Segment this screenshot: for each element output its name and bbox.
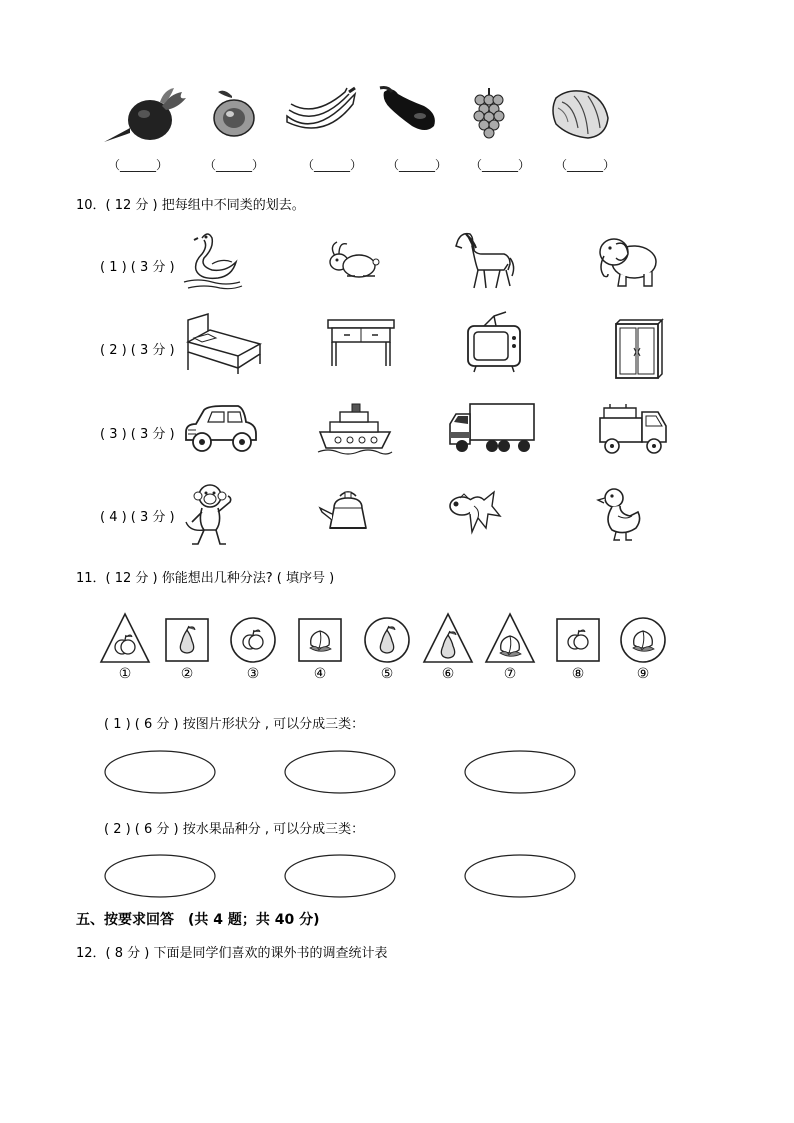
shape-row bbox=[0, 608, 794, 668]
rabbit-icon[interactable] bbox=[325, 240, 381, 280]
shape-item-8 bbox=[557, 619, 599, 661]
tv-icon[interactable] bbox=[466, 312, 522, 372]
q10-group-1-label: ( 1 ) ( 3 分 ) bbox=[100, 260, 175, 275]
q10-group-2-label: ( 2 ) ( 3 分 ) bbox=[100, 343, 175, 358]
shape-number-8: ⑧ bbox=[571, 666, 585, 682]
q11-part1-label: ( 1 ) ( 6 分 ) 按图片形状分 , 可以分成三类： bbox=[104, 717, 365, 732]
goldfish-icon[interactable] bbox=[444, 492, 500, 536]
answer-oval[interactable] bbox=[105, 751, 215, 793]
shape-number-4: ④ bbox=[313, 666, 327, 682]
answer-oval[interactable] bbox=[285, 855, 395, 897]
banana-icon bbox=[285, 88, 357, 138]
monkey-icon[interactable] bbox=[180, 482, 240, 548]
truck-icon[interactable] bbox=[446, 402, 536, 456]
answer-oval[interactable] bbox=[105, 855, 215, 897]
shape-number-2: ② bbox=[180, 666, 194, 682]
q12-title: 12．( 8 分 ) 下面是同学们喜欢的课外书的调查统计表 bbox=[76, 946, 388, 961]
horse-icon[interactable] bbox=[452, 230, 516, 292]
shape-item-4 bbox=[299, 619, 341, 661]
swan-icon[interactable] bbox=[182, 228, 244, 290]
shape-item-1 bbox=[101, 614, 149, 662]
blank-6[interactable]: （______） bbox=[555, 158, 616, 172]
shape-item-2 bbox=[166, 619, 208, 661]
answer-oval[interactable] bbox=[285, 751, 395, 793]
wardrobe-icon[interactable] bbox=[612, 318, 662, 380]
shape-number-6: ⑥ bbox=[441, 666, 455, 682]
section-5-heading: 五、按要求回答 (共 4 题；共 40 分) bbox=[76, 912, 320, 928]
beet-icon bbox=[100, 88, 195, 146]
shape-item-6 bbox=[424, 614, 472, 662]
q10-group-3-label: ( 3 ) ( 3 分 ) bbox=[100, 427, 175, 442]
grape-icon bbox=[472, 88, 506, 140]
elephant-icon[interactable] bbox=[594, 234, 662, 288]
shape-number-5: ⑤ bbox=[380, 666, 394, 682]
cabbage-icon bbox=[548, 88, 612, 140]
kettle-icon[interactable] bbox=[318, 486, 378, 536]
answer-ovals-2 bbox=[0, 852, 794, 902]
bed-icon[interactable] bbox=[184, 312, 264, 374]
q10-group-4-label: ( 4 ) ( 3 分 ) bbox=[100, 510, 175, 525]
shape-number-9: ⑨ bbox=[636, 666, 650, 682]
q11-title: 11．( 12 分 ) 你能想出几种分法? ( 填序号 ) bbox=[76, 571, 335, 586]
eggplant-icon bbox=[378, 86, 440, 134]
blank-5[interactable]: （______） bbox=[470, 158, 531, 172]
blank-2[interactable]: （______） bbox=[204, 158, 265, 172]
desk-icon[interactable] bbox=[326, 318, 396, 368]
duck-icon[interactable] bbox=[598, 486, 642, 542]
shape-item-9 bbox=[621, 618, 665, 662]
q11-part2-label: ( 2 ) ( 6 分 ) 按水果品种分 , 可以分成三类： bbox=[104, 822, 365, 837]
answer-oval[interactable] bbox=[465, 751, 575, 793]
car-icon[interactable] bbox=[182, 402, 260, 454]
blank-4[interactable]: （______） bbox=[387, 158, 448, 172]
lorry-icon[interactable] bbox=[596, 402, 670, 458]
shape-number-3: ③ bbox=[246, 666, 260, 682]
shape-item-3 bbox=[231, 618, 275, 662]
q10-title: 10．( 12 分 ) 把每组中不同类的划去。 bbox=[76, 198, 305, 213]
shape-number-1: ① bbox=[118, 666, 132, 682]
shape-item-7 bbox=[486, 614, 534, 662]
shape-number-7: ⑦ bbox=[503, 666, 517, 682]
blank-3[interactable]: （______） bbox=[302, 158, 363, 172]
answer-ovals-1 bbox=[0, 748, 794, 798]
answer-oval[interactable] bbox=[465, 855, 575, 897]
shape-item-5 bbox=[365, 618, 409, 662]
peach-icon bbox=[210, 88, 258, 140]
blank-1[interactable]: （______） bbox=[108, 158, 169, 172]
ship-icon[interactable] bbox=[318, 402, 392, 458]
